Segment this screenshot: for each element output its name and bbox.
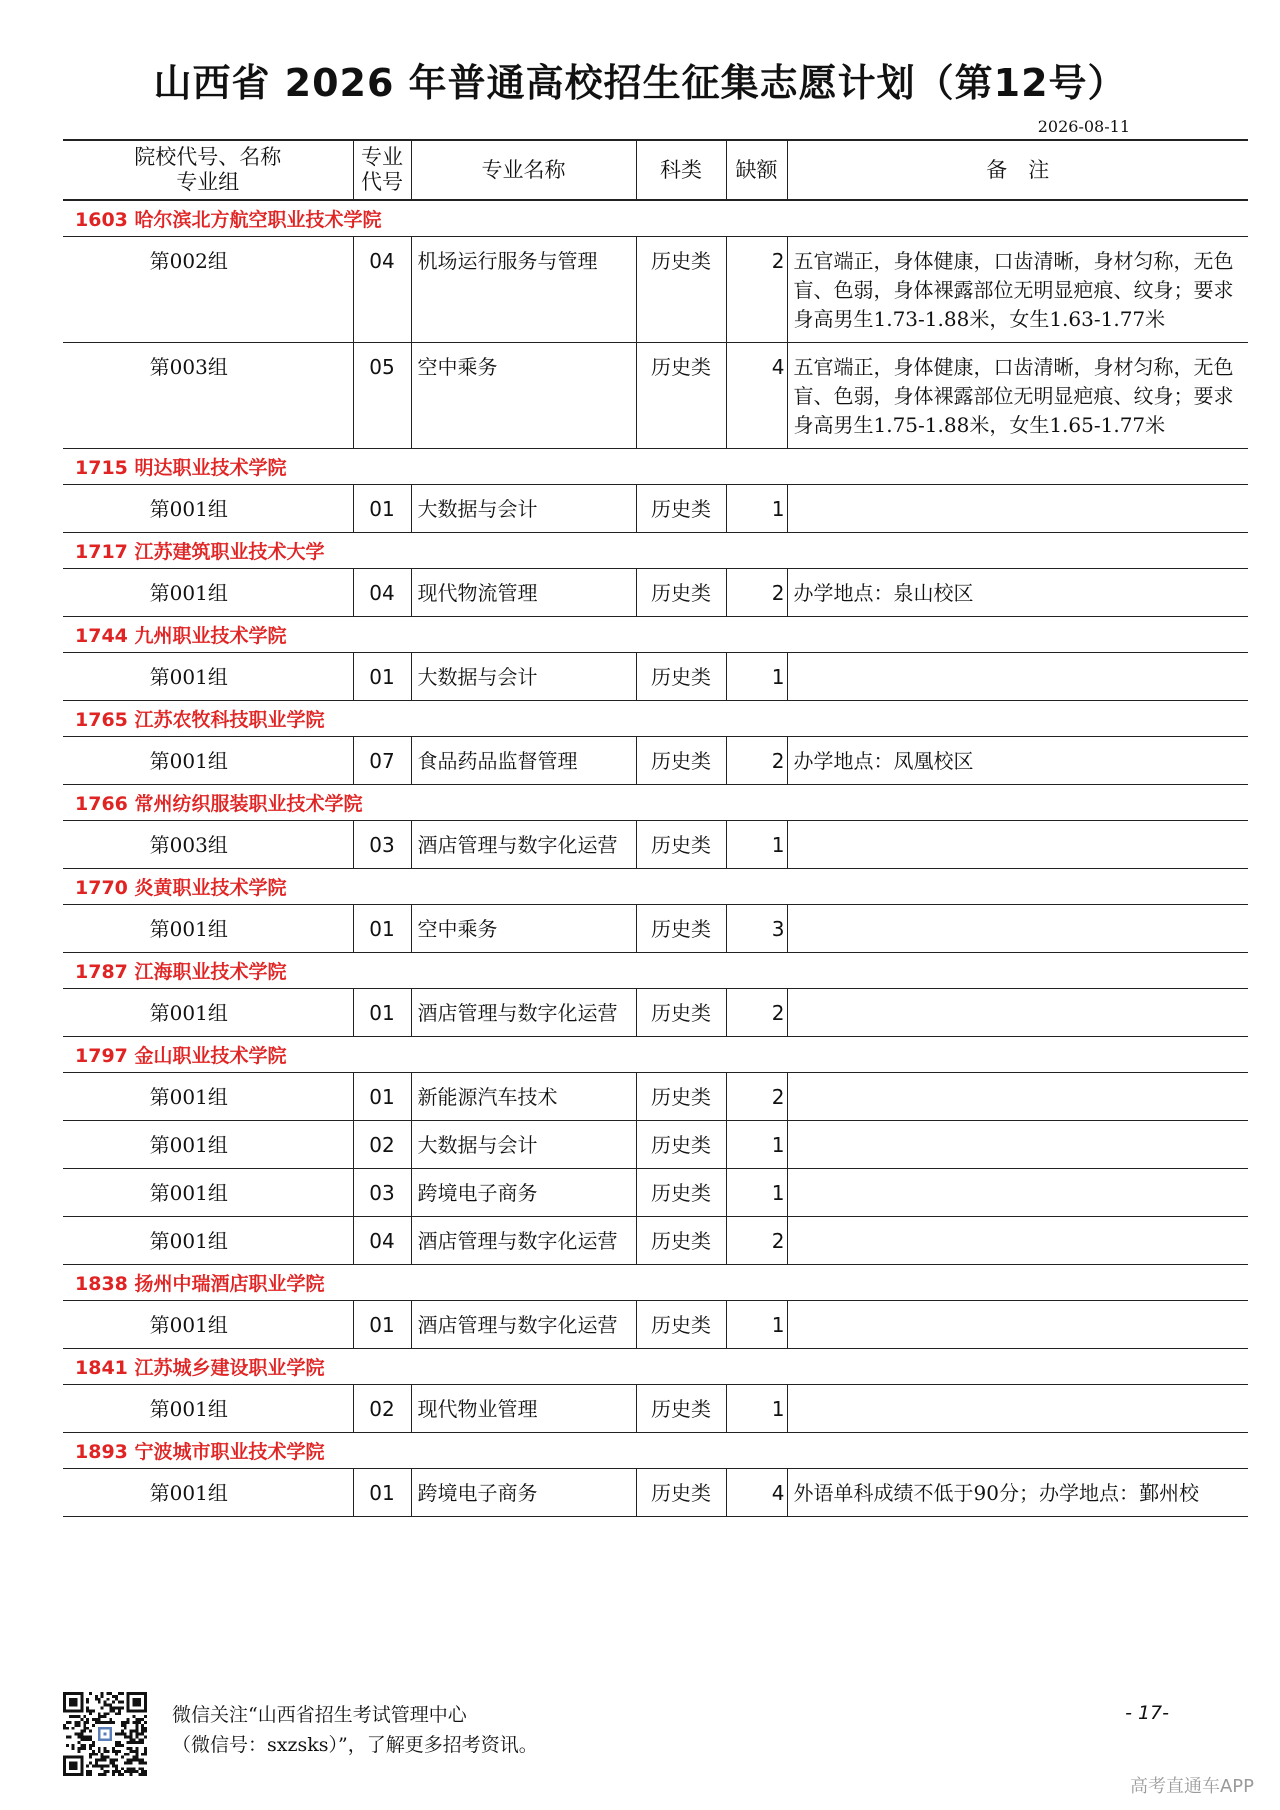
cell-note [787,905,1248,953]
cell-type: 历史类 [636,989,726,1037]
school-row [63,1037,1248,1073]
cell-count: 2 [726,737,787,785]
footer-text [172,1700,538,1760]
table-header-row [63,140,1248,200]
cell-group: 第001组 [63,1217,353,1265]
cell-type: 历史类 [636,343,726,449]
cell-code: 01 [353,1073,411,1121]
cell-code: 02 [353,1121,411,1169]
cell-type: 历史类 [636,1301,726,1349]
school-row [63,785,1248,821]
school-name: 1797 金山职业技术学院 [63,1037,1248,1073]
cell-type: 历史类 [636,1217,726,1265]
school-name: 1838 扬州中瑞酒店职业学院 [63,1265,1248,1301]
table-row [63,737,1248,785]
cell-note [787,1301,1248,1349]
cell-major: 大数据与会计 [411,653,636,701]
table-row [63,1301,1248,1349]
cell-count: 2 [726,1073,787,1121]
cell-group: 第001组 [63,1121,353,1169]
cell-major: 机场运行服务与管理 [411,237,636,343]
cell-note [787,1169,1248,1217]
cell-count: 1 [726,821,787,869]
cell-group: 第001组 [63,989,353,1037]
cell-group: 第003组 [63,343,353,449]
school-name: 1893 宁波城市职业技术学院 [63,1433,1248,1469]
cell-note [787,1073,1248,1121]
cell-count: 1 [726,1121,787,1169]
cell-type: 历史类 [636,1169,726,1217]
cell-note [787,653,1248,701]
school-name: 1770 炎黄职业技术学院 [63,869,1248,905]
cell-type: 历史类 [636,821,726,869]
cell-note [787,485,1248,533]
cell-note: 办学地点：凤凰校区 [787,737,1248,785]
school-name: 1841 江苏城乡建设职业学院 [63,1349,1248,1385]
cell-type: 历史类 [636,485,726,533]
cell-major: 现代物业管理 [411,1385,636,1433]
cell-group: 第001组 [63,905,353,953]
school-row [63,200,1248,237]
cell-code: 05 [353,343,411,449]
cell-count: 2 [726,1217,787,1265]
plan-table-body [63,200,1248,1517]
cell-group: 第001组 [63,737,353,785]
cell-type: 历史类 [636,1073,726,1121]
cell-code: 02 [353,1385,411,1433]
cell-major: 酒店管理与数字化运营 [411,1217,636,1265]
table-row [63,237,1248,343]
cell-code: 04 [353,1217,411,1265]
cell-count: 1 [726,1385,787,1433]
cell-group: 第001组 [63,569,353,617]
cell-type: 历史类 [636,1469,726,1517]
school-name: 1766 常州纺织服装职业技术学院 [63,785,1248,821]
cell-code: 01 [353,485,411,533]
cell-count: 1 [726,1301,787,1349]
school-name: 1765 江苏农牧科技职业学院 [63,701,1248,737]
cell-type: 历史类 [636,569,726,617]
cell-count: 1 [726,485,787,533]
table-row [63,1121,1248,1169]
table-row [63,485,1248,533]
cell-major: 空中乘务 [411,343,636,449]
table-row [63,653,1248,701]
cell-group: 第002组 [63,237,353,343]
cell-major: 食品药品监督管理 [411,737,636,785]
cell-code: 07 [353,737,411,785]
cell-note: 五官端正，身体健康，口齿清晰，身材匀称，无色盲、色弱，身体裸露部位无明显疤痕、纹身；要求身高男生1.75-1.88米，女生1.65-1.77米 [787,343,1248,449]
school-name: 1744 九州职业技术学院 [63,617,1248,653]
table-row [63,343,1248,449]
table-row [63,1073,1248,1121]
table-row [63,1469,1248,1517]
cell-code: 03 [353,821,411,869]
cell-group: 第001组 [63,485,353,533]
cell-count: 2 [726,989,787,1037]
cell-major: 空中乘务 [411,905,636,953]
cell-count: 1 [726,653,787,701]
school-row [63,1433,1248,1469]
cell-note [787,1217,1248,1265]
cell-note: 五官端正，身体健康，口齿清晰，身材匀称，无色盲、色弱，身体裸露部位无明显疤痕、纹身；要求身高男生1.73-1.88米，女生1.63-1.77米 [787,237,1248,343]
page-number: - 17- [1125,1702,1169,1724]
cell-type: 历史类 [636,905,726,953]
cell-group: 第001组 [63,1169,353,1217]
cell-code: 01 [353,905,411,953]
header-school-line1: 院校代号、名称 [134,145,282,169]
footer-line2: （微信号：sxzsks）”，了解更多招考资讯。 [172,1734,538,1756]
header-school-line2: 专业组 [176,170,240,194]
cell-code: 04 [353,237,411,343]
cell-code: 01 [353,653,411,701]
header-code [353,140,411,200]
cell-code: 01 [353,989,411,1037]
school-row [63,1349,1248,1385]
cell-count: 2 [726,237,787,343]
school-name: 1603 哈尔滨北方航空职业技术学院 [63,200,1248,237]
watermark: 高考直通车APP [1129,1776,1254,1797]
cell-major: 大数据与会计 [411,485,636,533]
table-row [63,989,1248,1037]
school-row [63,701,1248,737]
header-code-line1: 专业 [361,145,403,169]
footer-line1: 微信关注“山西省招生考试管理中心 [172,1704,467,1726]
cell-note [787,1121,1248,1169]
table-row [63,1385,1248,1433]
header-school [63,140,353,200]
cell-group: 第001组 [63,1301,353,1349]
page-footer [0,1692,1280,1810]
cell-major: 酒店管理与数字化运营 [411,1301,636,1349]
cell-count: 3 [726,905,787,953]
cell-major: 跨境电子商务 [411,1169,636,1217]
school-row [63,1265,1248,1301]
cell-major: 跨境电子商务 [411,1469,636,1517]
header-type: 科类 [636,140,726,200]
school-row [63,533,1248,569]
cell-group: 第001组 [63,1073,353,1121]
cell-type: 历史类 [636,1385,726,1433]
cell-count: 1 [726,1169,787,1217]
cell-major: 新能源汽车技术 [411,1073,636,1121]
cell-major: 现代物流管理 [411,569,636,617]
cell-major: 大数据与会计 [411,1121,636,1169]
cell-major: 酒店管理与数字化运营 [411,821,636,869]
table-row [63,1169,1248,1217]
cell-group: 第003组 [63,821,353,869]
plan-table [63,139,1248,1517]
cell-code: 04 [353,569,411,617]
cell-group: 第001组 [63,1469,353,1517]
cell-note: 办学地点：泉山校区 [787,569,1248,617]
school-row [63,869,1248,905]
cell-note: 外语单科成绩不低于90分；办学地点：鄞州校 [787,1469,1248,1517]
cell-code: 01 [353,1301,411,1349]
cell-type: 历史类 [636,653,726,701]
table-row [63,569,1248,617]
table-row [63,821,1248,869]
school-row [63,953,1248,989]
cell-note [787,821,1248,869]
table-row [63,905,1248,953]
cell-code: 03 [353,1169,411,1217]
school-name: 1715 明达职业技术学院 [63,449,1248,485]
cell-count: 4 [726,1469,787,1517]
header-major: 专业名称 [411,140,636,200]
school-row [63,449,1248,485]
header-note: 备 注 [787,140,1248,200]
cell-type: 历史类 [636,237,726,343]
cell-type: 历史类 [636,1121,726,1169]
cell-count: 2 [726,569,787,617]
school-name: 1787 江海职业技术学院 [63,953,1248,989]
cell-count: 4 [726,343,787,449]
cell-major: 酒店管理与数字化运营 [411,989,636,1037]
header-code-line2: 代号 [361,170,403,194]
header-count: 缺额 [726,140,787,200]
school-name: 1717 江苏建筑职业技术大学 [63,533,1248,569]
page-title: 山西省 2026 年普通高校招生征集志愿计划（第12号） [153,61,1127,105]
cell-group: 第001组 [63,1385,353,1433]
cell-note [787,1385,1248,1433]
cell-code: 01 [353,1469,411,1517]
cell-type: 历史类 [636,737,726,785]
publish-date: 2026-08-11 [1037,117,1130,136]
table-row [63,1217,1248,1265]
cell-group: 第001组 [63,653,353,701]
cell-note [787,989,1248,1037]
school-row [63,617,1248,653]
qr-code-icon [63,1692,147,1776]
